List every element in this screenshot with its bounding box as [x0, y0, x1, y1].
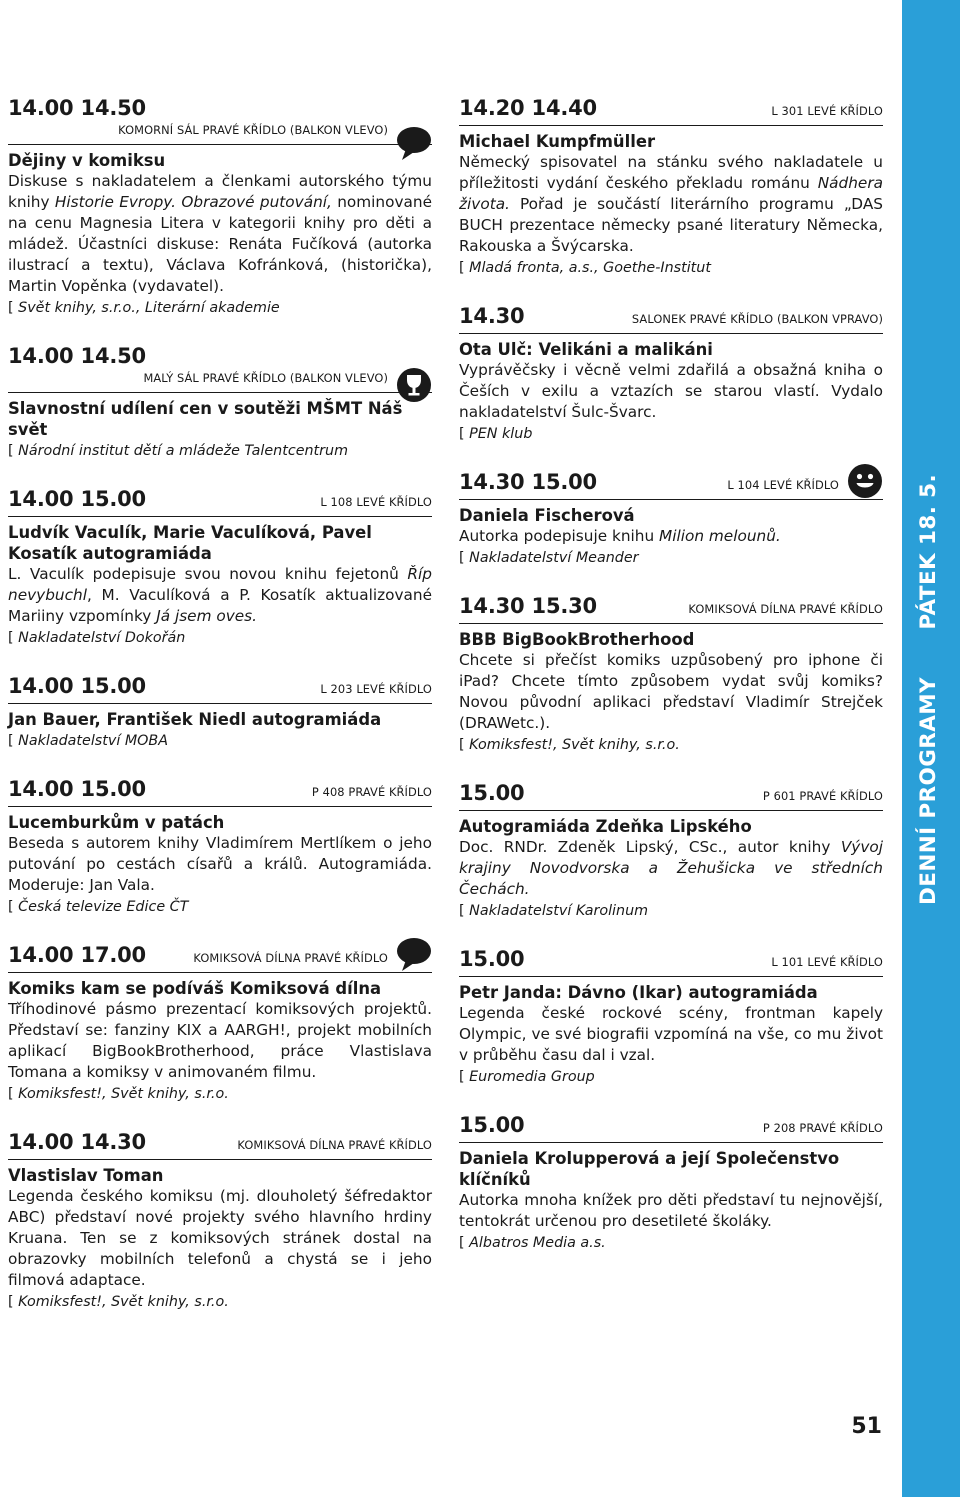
divider: [8, 1159, 432, 1160]
event-title: Jan Bauer, František Niedl autogramiáda: [8, 710, 382, 729]
sidebar-label-date: PÁTEK 18. 5.: [916, 473, 941, 630]
divider: [8, 392, 432, 393]
event-location: MALÝ SÁL PRAVÉ KŘÍDLO (BALKON VLEVO): [143, 371, 388, 385]
event-description: Chcete si přečíst komiks uzpůsobený pro iphone či iPad? Chcete tímto způsobem vydat svůj komiks? Novou původní aplikaci představí Vladimír Strejček (DRAWetc.).: [459, 651, 883, 732]
event: [459, 303, 883, 445]
event-location: KOMIKSOVÁ DÍLNA PRAVÉ KŘÍDLO: [237, 1138, 432, 1152]
event-location: KOMORNÍ SÁL PRAVÉ KŘÍDLO (BALKON VLEVO): [118, 123, 388, 137]
event-description: Doc. RNDr. Zdeněk Lipský, CSc., autor knihy Vývoj krajiny Novodvorska a Žehušicka ve středních Čechách.: [459, 838, 883, 898]
event-description: Německý spisovatel na stánku svého nakladatele u příležitosti vydání českého překladu románu Nádhera života. Pořad je součástí literárního programu „DAS BUCH prezentace německy psané literatury Německa, Rakouska a Švýcarska.: [459, 153, 883, 255]
event-time: 15.00: [459, 947, 525, 971]
divider: [8, 516, 432, 517]
event-source: [ Česká televize Edice ČT: [8, 899, 189, 915]
event-description: Autorka mnoha knížek pro děti představí tu nejnovější, tentokrát určenou pro desetileté školáky.: [459, 1191, 883, 1230]
divider: [459, 976, 883, 977]
event-location: KOMIKSOVÁ DÍLNA PRAVÉ KŘÍDLO: [193, 951, 388, 965]
event-location: SALONEK PRAVÉ KŘÍDLO (BALKON VPRAVO): [631, 312, 883, 326]
event-title: Daniela Fischerová: [459, 506, 635, 525]
event-description: Vyprávěčsky i věcně velmi zdařilá a obsažná kniha o Češích v exilu a vztazích se starou vlastí. Vydalo nakladatelství Šulc-Švarc.: [459, 361, 883, 421]
event-source: [ Svět knihy, s.r.o., Literární akademie: [8, 300, 280, 316]
event-location: P 408 PRAVÉ KŘÍDLO: [311, 785, 432, 799]
event-title: Ota Ulč: Velikáni a malikáni: [459, 340, 713, 359]
event-location: L 203 LEVÉ KŘÍDLO: [320, 682, 432, 696]
divider: [8, 972, 432, 973]
event-description: Autorka podepisuje knihu Milion melounů.: [459, 527, 781, 545]
event-source: [ Nakladatelství Karolinum: [459, 903, 649, 919]
event: [459, 1112, 883, 1254]
event-title: BBB BigBookBrotherhood: [459, 630, 695, 649]
event-title: Autogramiáda Zdeňka Lipského: [459, 817, 752, 836]
event-source: [ PEN klub: [459, 426, 533, 442]
event: [8, 486, 432, 649]
event: [8, 673, 432, 752]
speech-bubble-icon: [396, 125, 432, 161]
event-source: [ Mladá fronta, a.s., Goethe-Institut: [459, 260, 711, 276]
event-location: KOMIKSOVÁ DÍLNA PRAVÉ KŘÍDLO: [688, 602, 883, 616]
event-source: [ Komiksfest!, Svět knihy, s.r.o.: [8, 1294, 229, 1310]
event-location: P 601 PRAVÉ KŘÍDLO: [762, 789, 883, 803]
event-source: [ Komiksfest!, Svět knihy, s.r.o.: [459, 737, 680, 753]
event: [8, 942, 432, 1105]
event-time: 14.00 17.00: [8, 943, 146, 967]
divider: [459, 623, 883, 624]
event: [8, 1129, 432, 1313]
speech-bubble-icon: [396, 936, 432, 972]
event-source: [ Národní institut dětí a mládeže Talentcentrum: [8, 443, 349, 459]
event-source: [ Nakladatelství MOBA: [8, 733, 169, 749]
event-time: 14.20 14.40: [459, 96, 597, 120]
event-source: [ Nakladatelství Meander: [459, 550, 639, 566]
event-description: Legenda českého komiksu (mj. dlouholetý šéfredaktor ABC) představí nové projekty svého hlavního hrdiny Kruana. Ten se z komiksových stránek dostal na obrazovky mobilních telefonů a chystá se i jeho filmová adaptace.: [8, 1187, 432, 1289]
event-title: Michael Kumpfmüller: [459, 132, 656, 151]
event: [8, 776, 432, 918]
divider: [8, 703, 432, 704]
event-location: L 301 LEVÉ KŘÍDLO: [771, 104, 883, 118]
event-source: [ Euromedia Group: [459, 1069, 595, 1085]
event-description: Beseda s autorem knihy Vladimírem Mertlíkem o jeho putování po cestách císařů a králů. Autogramiáda. Moderuje: Jan Vala.: [8, 834, 432, 894]
event-time: 14.00 14.50: [8, 96, 146, 120]
event-time: 14.30: [459, 304, 525, 328]
divider: [459, 333, 883, 334]
event-time: 14.00 14.50: [8, 344, 146, 368]
event-description: Legenda české rockové scény, frontman kapely Olympic, ve své biografii vzpomíná na vše, co mu život v průběhu času dal i vzal.: [459, 1004, 883, 1064]
divider: [459, 810, 883, 811]
trophy-icon: [396, 367, 432, 403]
divider: [8, 144, 432, 145]
divider: [459, 125, 883, 126]
event-title: Petr Janda: Dávno (Ikar) autogramiáda: [459, 983, 818, 1002]
sidebar-label: [916, 473, 941, 905]
event-source: [ Albatros Media a.s.: [459, 1235, 606, 1251]
event: [459, 946, 883, 1088]
event-title: Daniela Krolupperová a její Společenstvo klíčníků: [459, 1149, 840, 1189]
event-description: Tříhodinové pásmo prezentací komiksových projektů. Představí se: fanziny KIX a AARGH!, projekt mobilních aplikací BigBookBrotherhood, práce Vlastislava Tomana a komiksy v animovaném filmu.: [8, 1000, 432, 1081]
event-location: L 108 LEVÉ KŘÍDLO: [320, 495, 432, 509]
divider: [459, 1142, 883, 1143]
divider: [8, 806, 432, 807]
event-title: Vlastislav Toman: [8, 1166, 164, 1185]
event-title: Lucemburkům v patách: [8, 813, 225, 832]
event-source: [ Komiksfest!, Svět knihy, s.r.o.: [8, 1086, 229, 1102]
page-number: 51: [851, 1414, 882, 1439]
event: [8, 343, 432, 462]
event-title: Slavnostní udílení cen v soutěži MŠMT Náš svět: [8, 399, 403, 439]
event: [459, 95, 883, 279]
event-time: 14.00 15.00: [8, 487, 146, 511]
event-location: L 101 LEVÉ KŘÍDLO: [771, 955, 883, 969]
event-title: Dějiny v komiksu: [8, 151, 166, 170]
event-title: Ludvík Vaculík, Marie Vaculíková, Pavel Kosatík autogramiáda: [8, 523, 372, 563]
left-column: [8, 95, 432, 1337]
event-title: Komiks kam se podíváš Komiksová dílna: [8, 979, 382, 998]
event: [459, 593, 883, 756]
divider: [459, 499, 883, 500]
smiley-icon: [847, 463, 883, 499]
event-description: Diskuse s nakladatelem a členkami autorského týmu knihy Historie Evropy. Obrazové putování, nominované na cenu Magnesia Litera v kategorii knihy pro děti a mládež. Účastníci diskuse: Renáta Fučíková (autorka ilustrací a textu), Václava Kofránková, (historička), Martin Vopěnka (vydavatel).: [8, 172, 433, 295]
event-location: L 104 LEVÉ KŘÍDLO: [727, 478, 839, 492]
event-time: 14.30 15.00: [459, 470, 597, 494]
event: [459, 469, 883, 569]
event-location: P 208 PRAVÉ KŘÍDLO: [762, 1121, 883, 1135]
event-time: 14.00 15.00: [8, 674, 146, 698]
sidebar-label-programs: DENNÍ PROGRAMY: [916, 676, 941, 905]
event-time: 14.30 15.30: [459, 594, 597, 618]
event-time: 14.00 14.30: [8, 1130, 146, 1154]
event-time: 15.00: [459, 781, 525, 805]
event: [8, 95, 432, 319]
event-source: [ Nakladatelství Dokořán: [8, 630, 186, 646]
event-description: L. Vaculík podepisuje svou novou knihu fejetonů Říp nevybuchl, M. Vaculíková a P. Kosatík aktualizované Mariiny vzpomínky Já jsem oves.: [8, 565, 432, 625]
event-time: 14.00 15.00: [8, 777, 146, 801]
event-time: 15.00: [459, 1113, 525, 1137]
event: [459, 780, 883, 922]
right-column: [459, 95, 883, 1278]
